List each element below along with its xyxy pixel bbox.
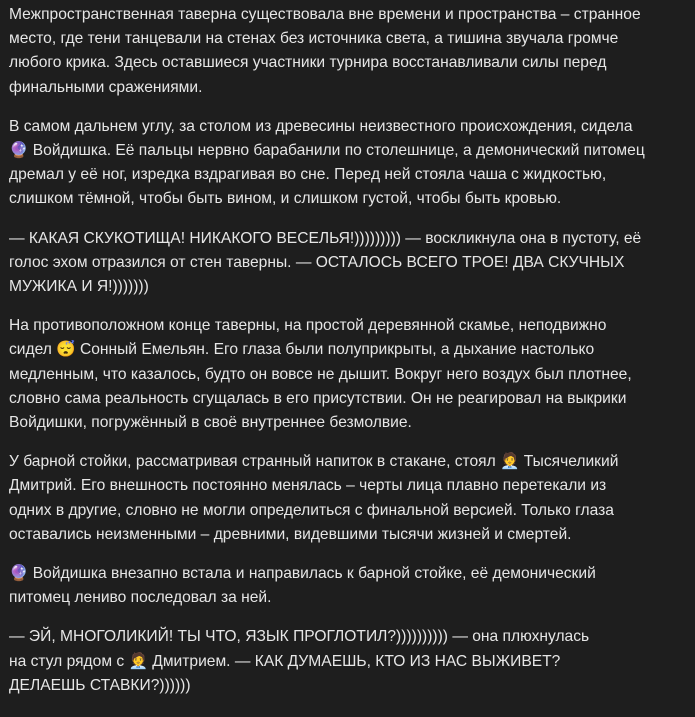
paragraph-voidishka: В самом дальнем углу, за столом из древесины неизвестного происхождения, сидела 🔮 Войдишка. Её пальцы нервно барабанили по столешнице, а демонический питомец дремал у её ног, изредка вздрагивая во сне. Перед ней стояла чаша с жидкостью, слишком тёмной, чтобы быть вином, и слишком густой, чтобы быть кровью. xyxy=(9,117,645,208)
story-text xyxy=(9,3,689,713)
paragraph-voidishka-moves: 🔮 Войдишка внезапно встала и направилась к барной стойке, её демонический питомец лениво последовал за ней. xyxy=(9,565,596,607)
paragraph-voidishka-question: — ЭЙ, МНОГОЛИКИЙ! ТЫ ЧТО, ЯЗЫК ПРОГЛОТИЛ?)))))))))) — она плюхнулась на стул рядом с 🧑‍💼 Дмитрием. — КАК ДУМАЕШЬ, КТО ИЗ НАС ВЫЖИВЕТ? ДЕЛАЕШЬ СТАВКИ?)))))) xyxy=(9,628,590,694)
paragraph-voidishka-shout: — КАКАЯ СКУКОТИЩА! НИКАКОГО ВЕСЕЛЬЯ!))))))))) — воскликнула она в пустоту, её голос эхом отразился от стен таверны. — ОСТАЛОСЬ ВСЕГО ТРОЕ! ДВА СКУЧНЫХ МУЖИКА И Я!))))))) xyxy=(9,229,642,296)
paragraph-tavern-intro: Межпространственная таверна существовала вне времени и пространства – странное место, где тени танцевали на стенах без источника света, а тишина звучала громче любого крика. Здесь оставшиеся участники турнира восстанавливали силы перед финальными сражениями. xyxy=(9,6,641,96)
paragraph-emelyan: На противоположном конце таверны, на простой деревянной скамье, неподвижно сидел 😴 Сонный Емельян. Его глаза были полуприкрыты, а дыхание настолько медленным, что казалось, будто он вовсе не дышит. Вокруг него воздух был плотнее, словно сама реальность сгущалась в его присутствии. Он не реагировал на выкрики Войдишки, погружённый в своё внутреннее безмолвие. xyxy=(9,317,632,432)
paragraph-dmitry: У барной стойки, рассматривая странный напиток в стакане, стоял 🧑‍💼 Тысячеликий Дмитрий. Его внешность постоянно менялась – черты лица плавно перетекали из одних в другие, словно не могли определиться с финальной версией. Только глаза оставались неизменными – древними, видевшими тысячи жизней и смертей. xyxy=(9,453,619,543)
